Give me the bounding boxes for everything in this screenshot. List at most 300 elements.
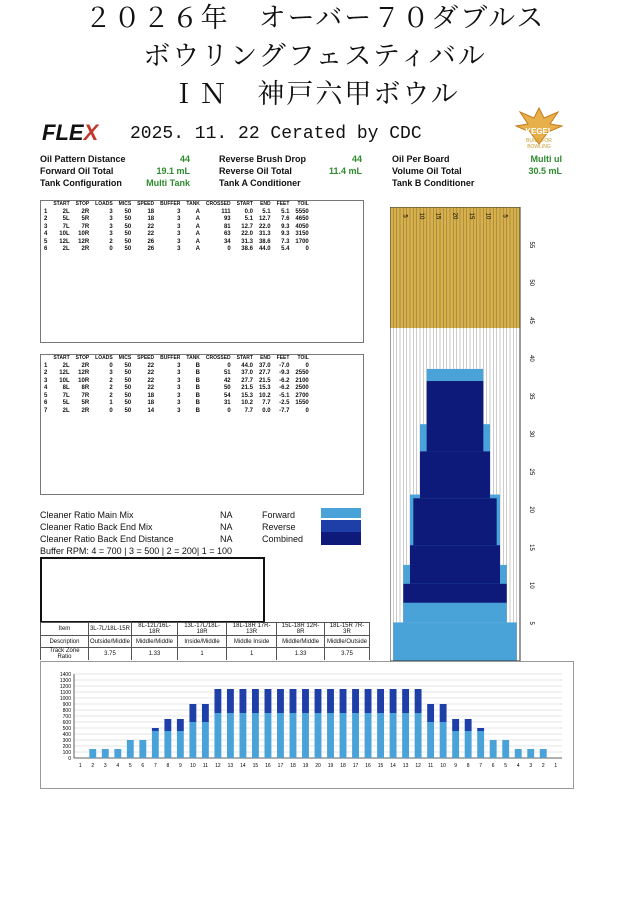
stat-value: 11.4 mL [328,166,362,176]
bar-forward [465,731,472,758]
lane-distance-tick: 15 [528,544,534,551]
table-cell: 2 [44,216,48,222]
lane-top-tick: 20 [451,212,458,220]
bar-forward [265,713,272,758]
bar-reverse [302,689,309,713]
table-cell: 4650 [295,216,309,222]
table-cell: 2L [62,362,70,369]
table-cell: -9.3 [279,370,290,376]
table-cell: 21.5 [241,385,253,391]
table-cell: 3 [177,216,181,222]
bar-forward [415,713,422,758]
table-cell: 3 [177,392,181,399]
column-header: START [53,355,70,361]
table-cell: 10.2 [241,400,253,406]
x-tick-label: 8 [166,763,170,769]
zone-cell: 1.33 [277,648,325,661]
table-cell: 22 [147,385,155,391]
flex-logo-text: FLE [42,120,84,145]
column-header: MICS [118,201,132,207]
table-cell: 50 [124,392,132,399]
table-cell: 0 [305,246,309,252]
table-cell: 4050 [295,223,309,230]
table-cell: 18 [147,400,155,406]
y-tick-label: 1300 [59,678,71,684]
table-cell: 4 [44,231,48,237]
lane-reverse-band [410,545,500,584]
column-header: TANK [186,201,200,207]
table-cell: 22.0 [258,223,271,230]
bar-forward [277,713,284,758]
table-cell: B [195,385,200,391]
table-cell: A [195,208,200,215]
column-header: STOP [75,355,90,361]
bar-reverse [427,704,434,722]
table-cell: 3 [177,362,181,369]
table-cell: 22 [147,362,155,369]
stat-row [219,177,362,189]
flex-logo [42,120,98,146]
bar-reverse [327,689,334,713]
x-tick-label: 17 [277,763,284,769]
table-cell: 42 [223,377,231,384]
stat-label: Forward Oil Total [40,166,114,176]
x-tick-label: 20 [315,763,321,769]
reverse-table [41,355,312,415]
table-cell: 2L [62,246,70,252]
stat-row [392,177,562,189]
table-cell: 2R [81,208,90,215]
table-cell: 31.3 [241,238,253,245]
table-cell: 38.6 [258,238,271,245]
bar-reverse [440,704,447,722]
cleaner-ratio-value: NA [220,522,233,532]
table-cell: 2R [81,407,90,414]
title-line-2: ボウリングフェスティバル [143,41,487,72]
table-cell: 3 [109,208,113,215]
x-tick-label: 19 [327,763,334,769]
zone-cell: Middle Inside [227,636,277,648]
bar-reverse [340,689,347,713]
lane-top-tick: 5 [401,214,408,218]
title-line-1: ２０２６年 オーバー７０ダブルス [84,3,546,34]
x-tick-label: 13 [402,763,409,769]
table-cell: -6.2 [279,385,290,391]
table-cell: B [195,407,200,414]
bar-reverse [352,689,359,713]
table-cell: 0 [109,362,113,369]
lane-wood-area [390,207,520,328]
table-cell: 2R [81,246,90,252]
table-cell: 63 [223,231,231,237]
table-cell: 0 [227,407,231,414]
table-cell: -7.7 [279,407,290,414]
zone-cell: 1 [178,648,227,661]
table-cell: 3 [109,223,113,230]
y-tick-label: 300 [62,738,71,744]
table-cell: 26 [147,238,155,245]
table-cell: 5 [44,238,48,245]
x-tick-label: 18 [340,763,346,769]
table-cell: 3 [177,246,181,252]
bar-forward [490,740,497,758]
bar-reverse [152,728,159,731]
stat-value: Multi ul [530,154,562,164]
title-line-3: ＩＮ 神戸六甲ボウル [170,79,460,110]
stat-label: Tank A Conditioner [219,178,301,188]
table-row [41,378,312,386]
zone-cell: 3.75 [88,648,131,661]
zone-cell: Description [41,636,89,648]
table-cell: 8R [81,385,90,391]
bar-forward [540,749,547,758]
bar-forward [327,713,334,758]
lane-distance-tick: 5 [528,621,534,625]
x-tick-label: 4 [516,763,520,769]
x-tick-label: 12 [415,763,421,769]
table-cell: 81 [223,223,231,230]
column-header: SPEED [137,201,155,207]
x-tick-label: 10 [190,763,196,769]
bar-forward [427,722,434,758]
zone-cell: Middle/Middle [131,636,177,648]
table-cell: 2 [109,377,113,384]
table-cell: 3 [177,208,181,215]
bar-reverse [202,704,209,722]
table-cell: 18 [147,216,155,222]
stat-row [40,153,190,165]
bar-forward [114,749,121,758]
table-cell: B [195,392,200,399]
table-cell: 111 [221,208,231,215]
column-header: SPEED [137,355,155,361]
table-cell: A [195,223,200,230]
column-header: TOIL [297,355,309,361]
bar-forward [202,722,209,758]
column-header: CROSSED [205,355,231,361]
bar-reverse [277,689,284,713]
zone-cell: 18L-18R 17R-13R [227,623,277,636]
table-row [41,408,312,416]
cleaner-ratio-label: Cleaner Ratio Back End Distance [40,534,174,544]
lane-distance-tick: 55 [528,241,534,249]
table-cell: 10.2 [258,392,271,399]
table-cell: 93 [223,216,231,222]
stat-row [392,153,562,165]
table-cell: A [195,216,200,222]
column-header: TOIL [297,201,309,207]
stat-label: Reverse Brush Drop [219,154,307,164]
x-tick-label: 11 [428,763,434,769]
table-cell: 2100 [295,377,309,384]
column-header: MICS [118,355,132,361]
column-header [41,201,50,209]
x-tick-label: 14 [240,763,246,769]
lane-reverse-band [427,381,484,451]
table-cell: 0 [109,407,113,414]
table-cell: 2 [44,370,48,376]
y-tick-label: 1400 [59,672,71,678]
zone-cell: 15L-18R 12R-8R [277,623,325,636]
lane-distance-tick: 25 [528,468,534,476]
lane-forward-band [393,622,516,661]
table-header-row [41,355,312,363]
y-tick-label: 500 [62,726,71,732]
flex-logo-x: X [83,120,99,145]
y-tick-label: 400 [62,732,71,738]
table-cell: 50 [124,407,132,414]
table-cell: 3 [177,231,181,237]
table-cell: 1550 [295,400,309,406]
table-cell: 10R [78,377,90,384]
table-cell: 50 [124,246,132,252]
bar-reverse [390,689,397,713]
bar-forward [102,749,109,758]
y-tick-label: 1000 [59,696,71,702]
column-header: STOP [75,201,90,207]
y-tick-label: 700 [62,714,71,720]
bar-forward [340,713,347,758]
table-cell: 31.3 [258,231,271,237]
table-cell: 12R [78,370,90,376]
bar-forward [252,713,259,758]
table-cell: A [195,238,200,245]
table-cell: 5L [62,216,70,222]
reverse-table-box [40,354,364,495]
table-cell: 22 [147,223,155,230]
x-tick-label: 3 [103,763,107,769]
table-cell: 37.0 [241,370,253,376]
bar-forward [477,731,484,758]
column-header: LOADS [95,355,113,361]
x-tick-label: 15 [377,763,384,769]
x-tick-label: 2 [541,763,545,769]
zone-cell: 1 [227,648,277,661]
zone-cell: Item [41,623,89,636]
table-cell: 7.3 [281,238,290,245]
zone-cell: 8L-12L/16L-18R [131,623,177,636]
table-cell: 3 [177,370,181,376]
kegel-logo-subtext: BUILT FOR BOWLING [526,138,552,150]
table-cell: 18 [147,392,155,399]
table-cell: 50 [124,208,132,215]
x-tick-label: 12 [215,763,221,769]
table-cell: 0 [109,246,113,252]
x-tick-label: 7 [479,763,483,769]
column-header: FEET [276,201,290,207]
table-cell: 7.7 [262,400,271,406]
stat-value: Multi Tank [146,178,190,188]
zone-cell: 3.75 [325,648,370,661]
zone-cell: Track Zone Ratio [41,648,89,661]
x-tick-label: 6 [491,763,495,769]
x-tick-label: 8 [466,763,470,769]
bar-reverse [402,689,409,713]
lane-distance-tick: 20 [528,506,534,514]
bar-forward [164,731,171,758]
x-tick-label: 18 [290,763,296,769]
table-cell: 7.7 [244,407,253,414]
table-cell: 50 [223,385,231,391]
table-cell: 51 [223,370,231,376]
legend-label: Combined [262,534,304,544]
table-cell: 1 [109,400,113,406]
bar-forward [239,713,246,758]
table-cell: 2550 [295,370,309,376]
bar-forward [189,722,196,758]
table-cell: 7R [81,223,90,230]
stat-label: Tank B Conditioner [392,178,475,188]
table-cell: 8L [62,385,70,391]
table-cell: 10L [59,231,70,237]
x-tick-label: 9 [454,763,458,769]
table-cell: 4 [44,385,48,391]
table-cell: 2L [62,407,70,414]
table-cell: 7R [81,392,90,399]
table-cell: 0.0 [262,407,271,414]
table-cell: 3 [177,238,181,245]
table-cell: 12.7 [241,223,253,230]
x-tick-label: 19 [302,763,309,769]
forward-table [41,201,312,254]
table-cell: 3 [44,377,48,384]
table-cell: 7L [62,223,70,230]
stat-value: 44 [351,154,362,164]
bar-reverse [177,719,184,731]
stat-value: 30.5 mL [528,166,562,176]
table-cell: 3 [177,400,181,406]
x-tick-label: 14 [390,763,396,769]
bar-forward [177,731,184,758]
table-cell: 50 [124,216,132,222]
table-cell: 9.3 [281,223,290,230]
bar-forward [139,740,146,758]
stat-label: Oil Per Board [392,154,450,164]
legend-reverse-swatch [321,520,361,532]
zone-row-description [41,636,370,648]
lane-reverse-band [413,498,496,545]
table-cell: 44.0 [241,362,253,369]
x-tick-label: 16 [365,763,371,769]
lane-distance-tick: 30 [528,430,534,438]
table-row [41,216,312,224]
table-cell: 2700 [295,392,309,399]
table-cell: 50 [124,385,132,391]
table-cell: -2.5 [279,400,290,406]
table-cell: 21.5 [258,377,271,384]
bar-reverse [452,719,459,731]
x-tick-label: 15 [252,763,259,769]
y-tick-label: 800 [62,708,71,714]
table-cell: 5.1 [262,208,271,215]
table-cell: 2 [109,392,113,399]
column-header: START [53,201,70,207]
lane-top-tick: 15 [468,212,474,220]
table-cell: 31 [223,400,231,406]
notes-box [40,557,265,623]
legend-combined-swatch [321,532,361,545]
table-cell: -5.1 [279,392,290,399]
bar-forward [302,713,309,758]
zone-cell: 13L-17L/18L-18R [178,623,227,636]
table-cell: 1700 [295,238,309,245]
bar-reverse [227,689,234,713]
kegel-logo-text: KEGEL [525,127,553,136]
table-cell: 12L [59,238,70,245]
table-cell: 50 [124,238,132,245]
table-cell: 5.1 [281,208,290,215]
x-tick-label: 9 [178,763,182,769]
bar-forward [377,713,384,758]
stat-value: 19.1 mL [156,166,190,176]
lane-top-tick: 10 [418,212,424,220]
legend-label: Forward [262,510,296,520]
table-row [41,370,312,378]
bar-reverse [415,689,422,713]
column-header: END [260,201,271,207]
table-cell: 38.6 [241,246,253,252]
table-cell: B [195,370,200,376]
table-cell: 44.0 [258,246,271,252]
table-row [41,231,312,239]
table-cell: A [195,231,200,237]
x-tick-label: 10 [440,763,446,769]
lane-distance-tick: 40 [528,354,534,362]
bar-reverse [290,689,297,713]
bar-forward [214,713,221,758]
buffer-rpm: Buffer RPM: 4 = 700 | 3 = 500 | 2 = 200| 1 = 100 [40,546,232,556]
table-cell: B [195,377,200,384]
x-tick-label: 6 [141,763,145,769]
lane-oil-graph [390,207,540,661]
table-cell: 2R [81,362,90,369]
table-cell: 50 [124,231,132,237]
bar-forward [452,731,459,758]
bar-forward [152,731,159,758]
table-cell: 3 [109,231,113,237]
table-cell: 5R [81,216,90,222]
table-cell: 54 [223,392,231,399]
table-cell: 3 [177,385,181,391]
stat-row [40,165,190,177]
table-cell: 15.3 [258,385,271,391]
table-cell: 0 [227,362,231,369]
table-cell: -6.2 [279,377,290,384]
bar-reverse [214,689,221,713]
column-header: BUFFER [160,201,181,207]
table-row [41,246,312,254]
x-tick-label: 5 [128,763,132,769]
cleaner-ratio-value: NA [220,510,233,520]
column-header: CROSSED [205,201,231,207]
table-header-row [41,201,312,209]
column-header: START [236,355,253,361]
bar-reverse [189,704,196,722]
legend-label: Reverse [262,522,296,532]
bar-forward [352,713,359,758]
zone-row-header [41,623,370,636]
column-header: TANK [186,355,200,361]
bar-forward [315,713,322,758]
table-cell: 3 [109,216,113,222]
bar-forward [527,749,534,758]
table-cell: 3 [177,223,181,230]
bar-reverse [477,728,484,731]
x-tick-label: 1 [78,763,82,769]
lane-distance-tick: 10 [528,581,534,589]
bar-forward [502,740,509,758]
column-header: BUFFER [160,355,181,361]
